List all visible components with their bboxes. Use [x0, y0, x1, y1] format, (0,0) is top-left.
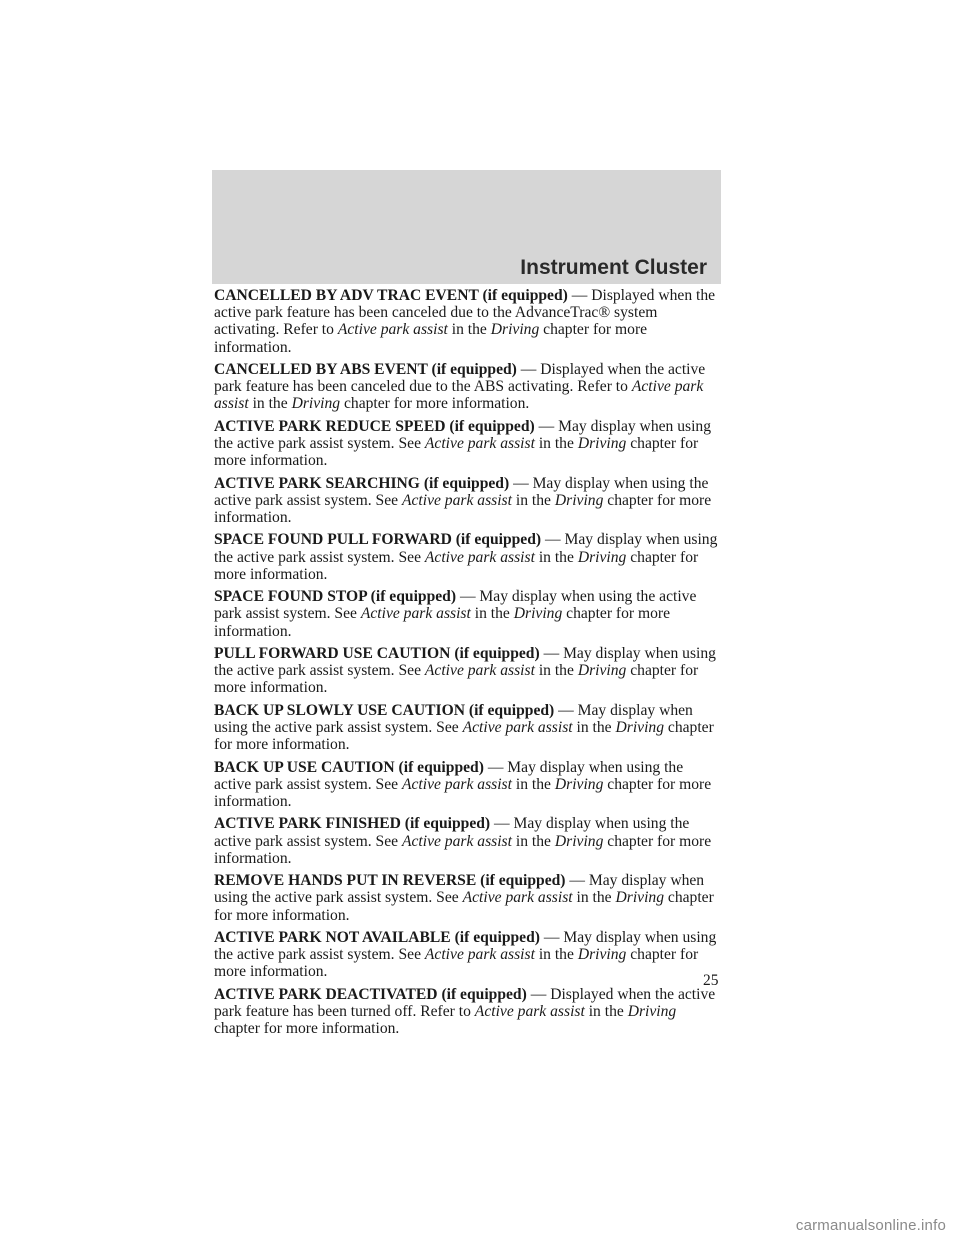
- cross-reference: Active park assist: [214, 378, 704, 413]
- message-description: in the: [534, 946, 578, 964]
- message-description: — Displayed when the active park feature has been canceled due to the ABS activating. Refer to: [214, 361, 706, 396]
- cross-reference: Driving: [577, 548, 627, 566]
- message-description: in the: [534, 435, 578, 452]
- message-description: in the: [572, 889, 616, 907]
- message-term: ACTIVE PARK REDUCE SPEED (if equipped): [214, 417, 535, 435]
- message-term: ACTIVE PARK DEACTIVATED (if equipped): [214, 985, 527, 1003]
- message-entry: [214, 418, 724, 470]
- message-entry: [214, 702, 724, 754]
- message-term: CANCELLED BY ADV TRAC EVENT (if equipped): [214, 287, 568, 304]
- message-description: in the: [447, 321, 491, 339]
- cross-reference: Driving: [291, 395, 341, 413]
- message-term: SPACE FOUND STOP (if equipped): [214, 588, 457, 606]
- message-description: in the: [511, 775, 555, 793]
- message-description: — May display when using the active park assist system. See: [214, 644, 716, 680]
- message-term: ACTIVE PARK SEARCHING (if equipped): [214, 474, 510, 492]
- cross-reference: Driving: [513, 605, 563, 623]
- message-description: in the: [511, 832, 555, 850]
- cross-reference: Active park assist: [401, 832, 512, 850]
- cross-reference: Active park assist: [462, 718, 573, 736]
- cross-reference: Driving: [627, 1002, 677, 1020]
- message-entry: [214, 929, 724, 981]
- cross-reference: Active park assist: [462, 889, 573, 907]
- message-description: — May display when using the active park assist system. See: [214, 474, 709, 509]
- page-number: 25: [703, 972, 719, 989]
- cross-reference: Driving: [615, 718, 665, 736]
- message-description: — May display when using the active park assist system. See: [214, 928, 717, 964]
- message-description: — Displayed when the active park feature has been canceled due to the AdvanceTrac® system activating. Refer to: [214, 287, 716, 339]
- cross-reference: Active park assist: [360, 605, 471, 623]
- cross-reference: Driving: [554, 775, 604, 793]
- message-entry: [214, 361, 724, 413]
- message-list: [214, 287, 724, 1043]
- message-term: ACTIVE PARK NOT AVAILABLE (if equipped): [214, 928, 540, 946]
- message-term: PULL FORWARD USE CAUTION (if equipped): [214, 644, 540, 662]
- message-description: chapter for more information.: [214, 605, 671, 640]
- cross-reference: Active park assist: [337, 321, 448, 339]
- message-description: chapter for more information.: [340, 395, 530, 413]
- message-description: in the: [534, 548, 578, 566]
- cross-reference: Active park assist: [401, 491, 512, 509]
- section-title: Instrument Cluster: [520, 256, 707, 279]
- cross-reference: Active park assist: [424, 435, 535, 452]
- message-description: chapter for more information.: [214, 1020, 400, 1038]
- message-description: in the: [534, 662, 578, 680]
- message-description: — May display when using the active park assist system. See: [214, 701, 693, 736]
- cross-reference: Active park assist: [424, 662, 535, 680]
- message-term: CANCELLED BY ABS EVENT (if equipped): [214, 361, 517, 378]
- message-description: — May display when using the active park assist system. See: [214, 531, 718, 566]
- message-entry: [214, 588, 724, 640]
- message-entry: [214, 759, 724, 811]
- message-description: chapter for more information.: [214, 775, 712, 810]
- message-term: ACTIVE PARK FINISHED (if equipped): [214, 815, 491, 833]
- cross-reference: Active park assist: [474, 1002, 585, 1020]
- message-term: SPACE FOUND PULL FORWARD (if equipped): [214, 531, 542, 549]
- message-description: chapter for more information.: [214, 548, 699, 583]
- message-description: chapter for more information.: [214, 718, 714, 754]
- message-entry: [214, 815, 724, 867]
- message-description: — May display when using the active park assist system. See: [214, 872, 705, 907]
- message-description: chapter for more information.: [214, 321, 648, 356]
- message-entry: [214, 986, 724, 1038]
- message-description: chapter for more information.: [214, 662, 699, 697]
- message-description: in the: [470, 605, 514, 623]
- message-description: — May display when using the active park assist system. See: [214, 815, 690, 850]
- message-entry: [214, 872, 724, 924]
- message-description: chapter for more information.: [214, 946, 699, 981]
- message-entry: [214, 645, 724, 697]
- message-description: — May display when using the active park assist system. See: [214, 758, 684, 793]
- cross-reference: Driving: [577, 662, 627, 680]
- message-term: BACK UP SLOWLY USE CAUTION (if equipped): [214, 701, 555, 719]
- message-description: chapter for more information.: [214, 491, 712, 526]
- message-description: — May display when using the active park assist system. See: [214, 417, 712, 452]
- site-watermark-link[interactable]: carmanualsonline.info: [795, 1217, 946, 1234]
- cross-reference: Active park assist: [424, 548, 535, 566]
- message-entry: [214, 531, 724, 583]
- cross-reference: Driving: [577, 946, 627, 964]
- cross-reference: Active park assist: [401, 775, 512, 793]
- message-description: in the: [572, 718, 616, 736]
- message-description: — May display when using the active park assist system. See: [214, 588, 697, 623]
- cross-reference: Driving: [490, 321, 540, 339]
- message-entry: [214, 287, 724, 356]
- message-description: in the: [248, 395, 292, 413]
- message-description: chapter for more information.: [214, 889, 714, 924]
- cross-reference: Active park assist: [424, 946, 535, 964]
- message-term: REMOVE HANDS PUT IN REVERSE (if equipped): [214, 872, 566, 890]
- message-description: chapter for more information.: [214, 832, 712, 867]
- message-entry: [214, 475, 724, 527]
- cross-reference: Driving: [577, 435, 627, 452]
- message-description: in the: [584, 1002, 628, 1020]
- cross-reference: Driving: [554, 491, 604, 509]
- message-description: in the: [511, 491, 555, 509]
- message-description: chapter for more information.: [214, 435, 699, 470]
- message-description: — Displayed when the active park feature has been turned off. Refer to: [214, 985, 716, 1020]
- cross-reference: Driving: [615, 889, 665, 907]
- message-term: BACK UP USE CAUTION (if equipped): [214, 758, 484, 776]
- cross-reference: Driving: [554, 832, 604, 850]
- section-header-band: [212, 170, 721, 284]
